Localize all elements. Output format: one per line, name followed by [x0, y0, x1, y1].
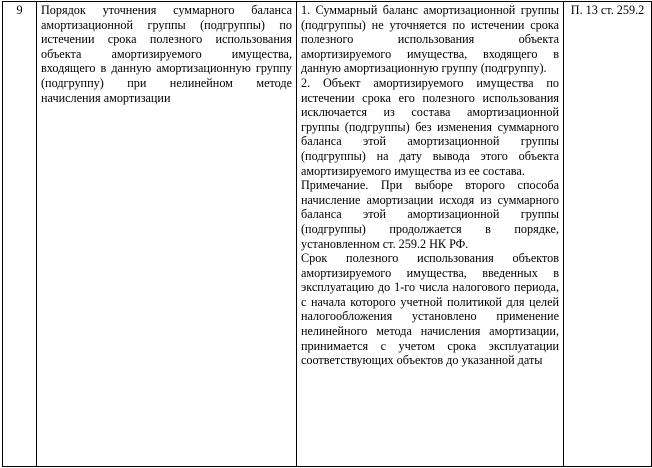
row-title-cell: [37, 2, 297, 467]
document-frame: [2, 1, 645, 467]
policy-table: [2, 1, 652, 467]
row-reference-cell: [564, 2, 652, 467]
row-description-cell: [297, 2, 564, 467]
row-title: Порядок уточнения суммарного баланса амортизационной группы (подгруппы) по истечении срока полезного использования объекта амортизируемого имущества, входящего в данную амортизационную группу (подгруппу) при нелинейном методе начисления амортизации: [41, 3, 292, 105]
row-number-cell: [3, 2, 37, 467]
description-paragraph: 2. Объект амортизируемого имущества по истечении срока его полезного использования исключается из состава амортизационной группы (подгруппы) без изменения суммарного баланса этой амортизационной группы (подгруппы) на дату вывода этого объекта амортизируемого имущества из ее состава.: [301, 75, 559, 178]
description-paragraph: Срок полезного использования объектов амортизируемого имущества, введенных в эксплуатацию до 1-го числа налогового периода, с начала которого учетной политикой для целей налогообложения установлено применение нелинейного метода начисления амортизации, принимается с учетом срока эксплуатации соответствующих объектов до указанной даты: [301, 251, 559, 368]
table-row: [3, 2, 652, 467]
row-reference: П. 13 ст. 259.2: [570, 3, 645, 17]
description-note: Примечание. При выборе второго способа начисление амортизации исходя из суммарного баланса этой амортизационной группы (подгруппы) продолжается в порядке, установленном ст. 259.2 НК РФ.: [301, 178, 559, 251]
row-number: 9: [16, 3, 23, 17]
description-paragraph: 1. Суммарный баланс амортизационной группы (подгруппы) не уточняется по истечении срока полезного использования объекта амортизируемого имущества, входящего в данную амортизационную группу (подгруппу).: [301, 3, 559, 76]
